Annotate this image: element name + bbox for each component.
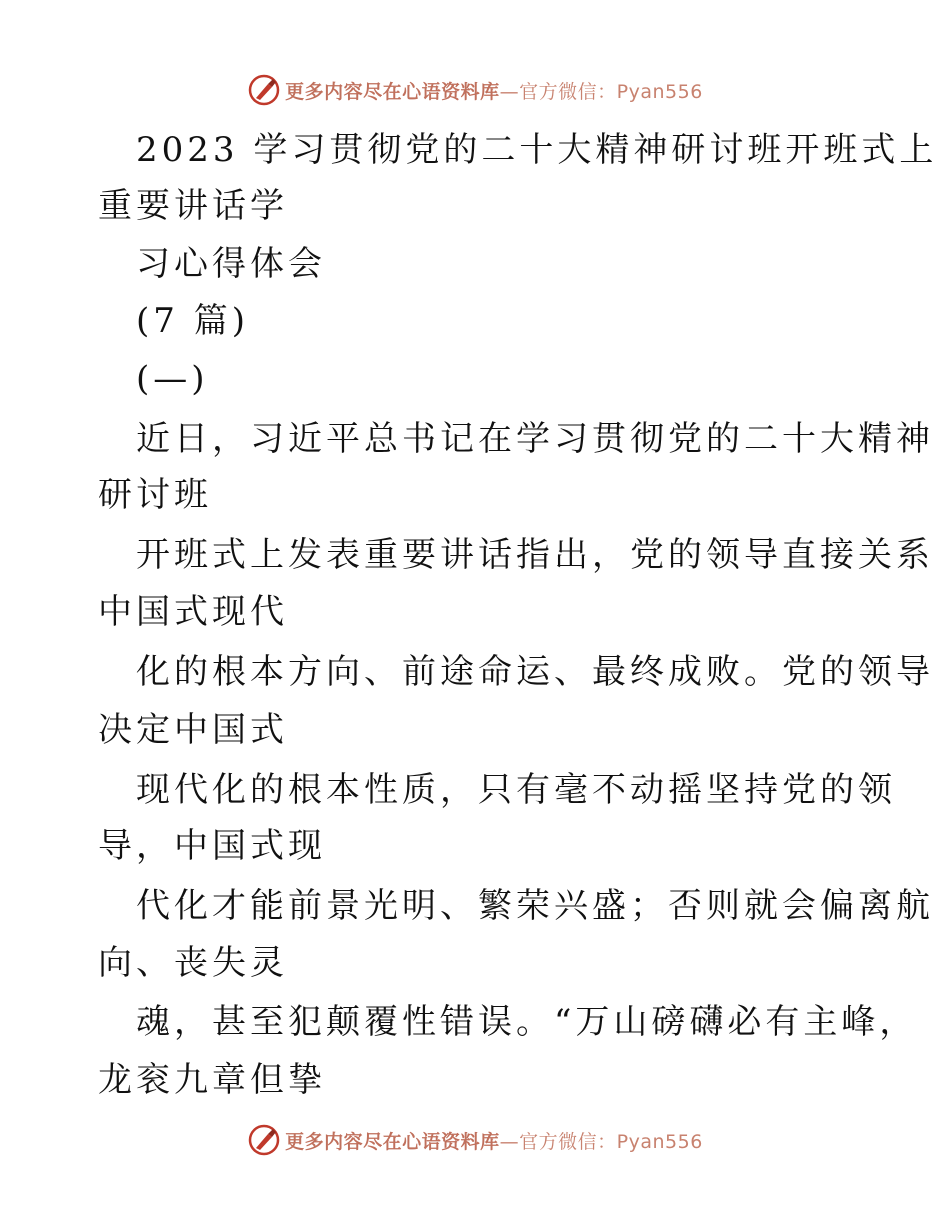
document-title-line-1: 2023 学习贯彻党的二十大精神研讨班开班式上 xyxy=(136,130,938,170)
pen-logo-icon xyxy=(247,73,281,107)
paragraph-line: 导，中国式现 xyxy=(98,826,326,866)
paragraph-line: 中国式现代 xyxy=(98,592,288,632)
paragraph-line: 魂，甚至犯颠覆性错误。“万山磅礴必有主峰， xyxy=(136,1002,918,1042)
banner-main-text: 更多内容尽在心语资料库 xyxy=(285,1130,500,1153)
section-number: (—) xyxy=(136,359,209,399)
paragraph-line: 化的根本方向、前途命运、最终成败。党的领导 xyxy=(136,652,934,692)
document-count-line: (7 篇) xyxy=(136,301,249,341)
header-watermark-banner xyxy=(0,70,950,110)
document-title-line-3: 习心得体会 xyxy=(136,244,326,284)
footer-watermark-banner xyxy=(0,1120,950,1160)
paragraph-line: 决定中国式 xyxy=(98,710,288,750)
paragraph-line: 向、丧失灵 xyxy=(98,943,288,983)
banner-main-text: 更多内容尽在心语资料库 xyxy=(285,80,500,103)
paragraph-line: 近日，习近平总书记在学习贯彻党的二十大精神 xyxy=(136,419,934,459)
paragraph-line: 龙衮九章但挚 xyxy=(98,1060,326,1100)
pen-logo-icon xyxy=(247,1123,281,1157)
banner-text xyxy=(285,77,703,104)
document-title-line-2: 重要讲话学 xyxy=(98,186,288,226)
paragraph-line: 现代化的根本性质，只有毫不动摇坚持党的领 xyxy=(136,770,896,810)
paragraph-line: 代化才能前景光明、繁荣兴盛；否则就会偏离航 xyxy=(136,886,934,926)
paragraph-line: 研讨班 xyxy=(98,475,212,515)
banner-text xyxy=(285,1127,703,1154)
paragraph-line: 开班式上发表重要讲话指出，党的领导直接关系 xyxy=(136,535,934,575)
banner-tail-text: —官方微信：Pyan556 xyxy=(499,1130,703,1153)
banner-tail-text: —官方微信：Pyan556 xyxy=(499,80,703,103)
